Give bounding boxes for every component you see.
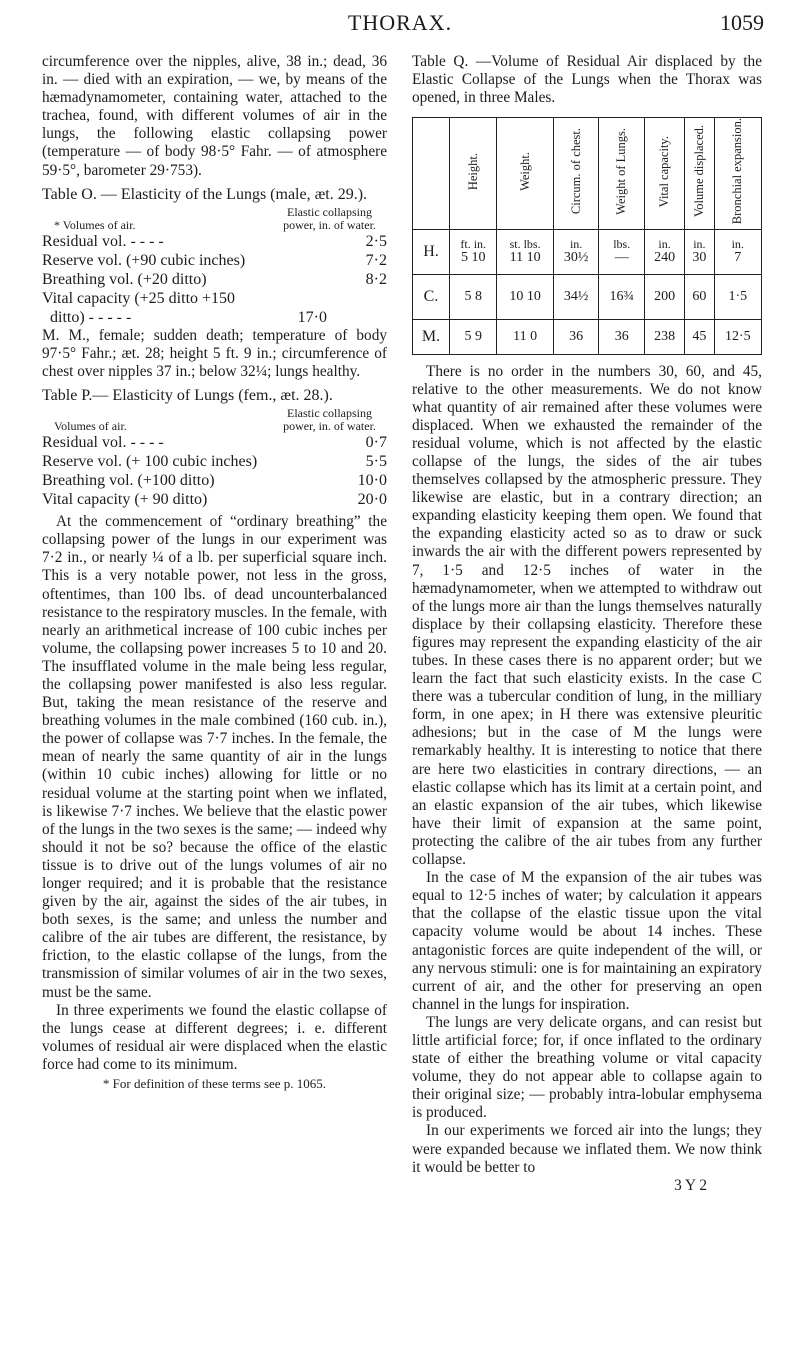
table-header-cell — [413, 118, 450, 229]
table-row: Residual vol. - - - - 0·7 — [42, 434, 387, 452]
table-o-heading: Table O. — Elasticity of the Lungs (male, æt. 29.). — [42, 185, 368, 203]
paragraph-mm: M. M., female; sudden death; temperature of body 97·5° Fahr.; æt. 28; height 5 ft. 9 in.; circumference of chest over nipples 37 in.; below 32¼; lungs healthy. — [42, 326, 387, 380]
table-p-col-volumes: Volumes of air. — [54, 419, 127, 434]
table-row: Reserve vol. (+ 100 cubic inches) 5·5 — [42, 453, 387, 471]
signature-mark: 3 Y 2 — [674, 1176, 707, 1194]
table-o-column-heads — [42, 206, 387, 232]
table-row: ditto) - - - - - 17·0 — [50, 308, 327, 326]
table-header-cell: Vital capacity. — [645, 118, 685, 229]
table-row: M. 5 9 11 0 36 36 238 45 12·5 — [413, 319, 762, 354]
paragraph-intro: circumference over the nipples, alive, 38 in.; dead, 36 in. — died with an expiration, — we, by means of the hæmadynamometer, containing water, attached to the trachea, found, with different volumes of air in the lungs, the following elastic collapsing power (temperature — of body 98·5° Fahr. — of atmosphere 59·5°, barometer 29·753). — [42, 53, 387, 179]
table-o-rows — [42, 232, 387, 327]
table-header-cell: Weight of Lungs. — [599, 118, 645, 229]
paragraph-no-order: There is no order in the numbers 30, 60, and 45, relative to the other measurements. We do not know what quantity of air remained after these volumes were displaced. When we exhausted the remainder of the residual volume, which is not affected by the elastic collapse of the lungs, the sides of the air tubes themselves collapsed by the atmospheric pressure. They likewise are elastic, but in a contrary direction; an expanding elasticity keeping them open. We found that the expanding elasticity acted so as to draw or suck inwards the air with the different powers represented by 7, 1·5 and 12·5 inches of water in the hæmadynamometer, when we attempted to withdraw out of the lungs more air than the lungs themselves naturally displace by their collapsing elasticity. Therefore these figures may represent the expanding elasticity of the air tubes. In these cases there is no apparent order; but we learn the fact that such elasticity exists. In the case C there was a tubercular condition of lung, in the milliary form, in one apex; in H there was extensive pleuritic adhesions; but in the case of M the lungs were remarkably healthy. It is interesting to notice that there are here two elasticities in contrary directions, — an elastic collapse which has its limit at a certain point, and an elastic expansion of the air tubes, which likewise have their limit of expansion at the same point, protecting the calibre of the air tubes from any further collapse. — [412, 362, 762, 869]
running-head: THORAX. — [347, 10, 453, 35]
paragraph-case-m: In the case of M the expansion of the air tubes was equal to 12·5 inches of water; by calculation it appears that the collapse of the elastic tissue upon the vital capacity volume would be about 14 inches. These antagonistic forces are quite independent of the will, or any nervous stimuli: one is for maintaining an expiratory current of air, and the other for preserving an open channel in the lungs for inspiration. — [412, 869, 762, 1013]
table-p-col-power: Elastic collapsing power, in. of water. — [283, 406, 376, 434]
page-number: 1059 — [720, 10, 764, 35]
table-q-title: Table Q. —Volume of Residual Air displaced by the Elastic Collapse of the Lungs when the Thorax was opened, in three Males. — [412, 53, 762, 107]
table-o-col-volumes: * Volumes of air. — [54, 217, 136, 232]
table-q — [412, 117, 762, 354]
table-row: Vital capacity (+25 ditto +150 — [42, 289, 236, 307]
table-row: Residual vol. - - - - 2·5 — [42, 232, 387, 250]
paragraph-delicate: The lungs are very delicate organs, and can resist but little artificial force; for, if once inflated to the ordinary state of either the breathing volume or vital capacity volume, they do not appear able to collapse again to their original size; — probably intra-lobular emphysema is produced. — [412, 1013, 762, 1122]
footnote: * For definition of these terms see p. 1065. — [102, 1076, 327, 1092]
table-o-col-power: Elastic collapsing power, in. of water. — [283, 204, 376, 232]
table-row: Vital capacity (+ 90 ditto) 20·0 — [42, 491, 387, 509]
table-p-rows — [42, 433, 387, 509]
table-header-cell: Height. — [450, 118, 497, 229]
table-row: Breathing vol. (+20 ditto) 8·2 — [42, 270, 387, 288]
table-header-cell: Volume displaced. — [685, 118, 714, 229]
paragraph-three-experiments: In three experiments we found the elastic collapse of the lungs cease at different degrees; i. e. different volumes of residual air were displaced when the elastic force had come to its minimum. — [42, 1001, 387, 1073]
table-header-row — [413, 118, 762, 229]
table-row: C. 5 8 10 10 34½ 16¾ 200 60 1·5 — [413, 274, 762, 319]
table-header-cell: Weight. — [497, 118, 553, 229]
table-row: H. ft. in. 5 10 st. lbs. 11 10 in. 30½ lbs. — in. 240 in. 30 in. 7 — [413, 229, 762, 274]
table-p-heading: Table P.— Elasticity of Lungs (fem., æt. 28.). — [42, 387, 333, 405]
page-header — [0, 10, 800, 40]
table-header-cell: Bronchial expansion. — [714, 118, 761, 229]
paragraph-experiments: In our experiments we forced air into the lungs; they were expanded because we inflated them. We now think it would be better to — [412, 1122, 762, 1176]
table-row: Breathing vol. (+100 ditto) 10·0 — [42, 472, 387, 490]
table-header-cell: Circum. of chest. — [553, 118, 599, 229]
table-row: Reserve vol. (+90 cubic inches) 7·2 — [42, 251, 387, 269]
paragraph-commencement: At the commencement of “ordinary breathing” the collapsing power of the lungs in our experiment was 7·2 in., or nearly ¼ of a lb. per superficial square inch. This is a very notable power, not less in the gross, oftentimes, than 100 lbs. of dead uncounterbalanced resistance to the respiratory muscles. In the female, with nearly an arithmetical increase of 100 cubic inches per volume, the collapsing power increases 5 to 10 and 20. The insufflated volume in the male being less regular, the collapsing power manifested is also less regular. But, taking the mean resistance of the reserve and breathing volumes in the male combined (160 cub. in.), the power of collapse was 7·7 inches. In the female, the mean of nearly the same quantity of air in the lungs (within 10 cubic inches) allowing for little or no residual volume at the starting point when we inflated, is likewise 7·7 inches. We believe that the elastic power of the lungs in the two sexes is the same; — indeed why should it not be so? because the office of the elastic tissue is to drive out of the lungs volumes of air no longer required; and it is probable that the resistance given by the air, against the sides of the air tubes, in both sexes, is the same; and unless the number and calibre of the air tubes are different, the resistance, by friction, to the elastic collapse of the lungs, from the transmission of similar volumes of air in the two sexes, must be the same. — [42, 513, 387, 1001]
table-p-column-heads — [42, 407, 387, 433]
left-column — [42, 53, 387, 1092]
right-column — [412, 53, 762, 1195]
